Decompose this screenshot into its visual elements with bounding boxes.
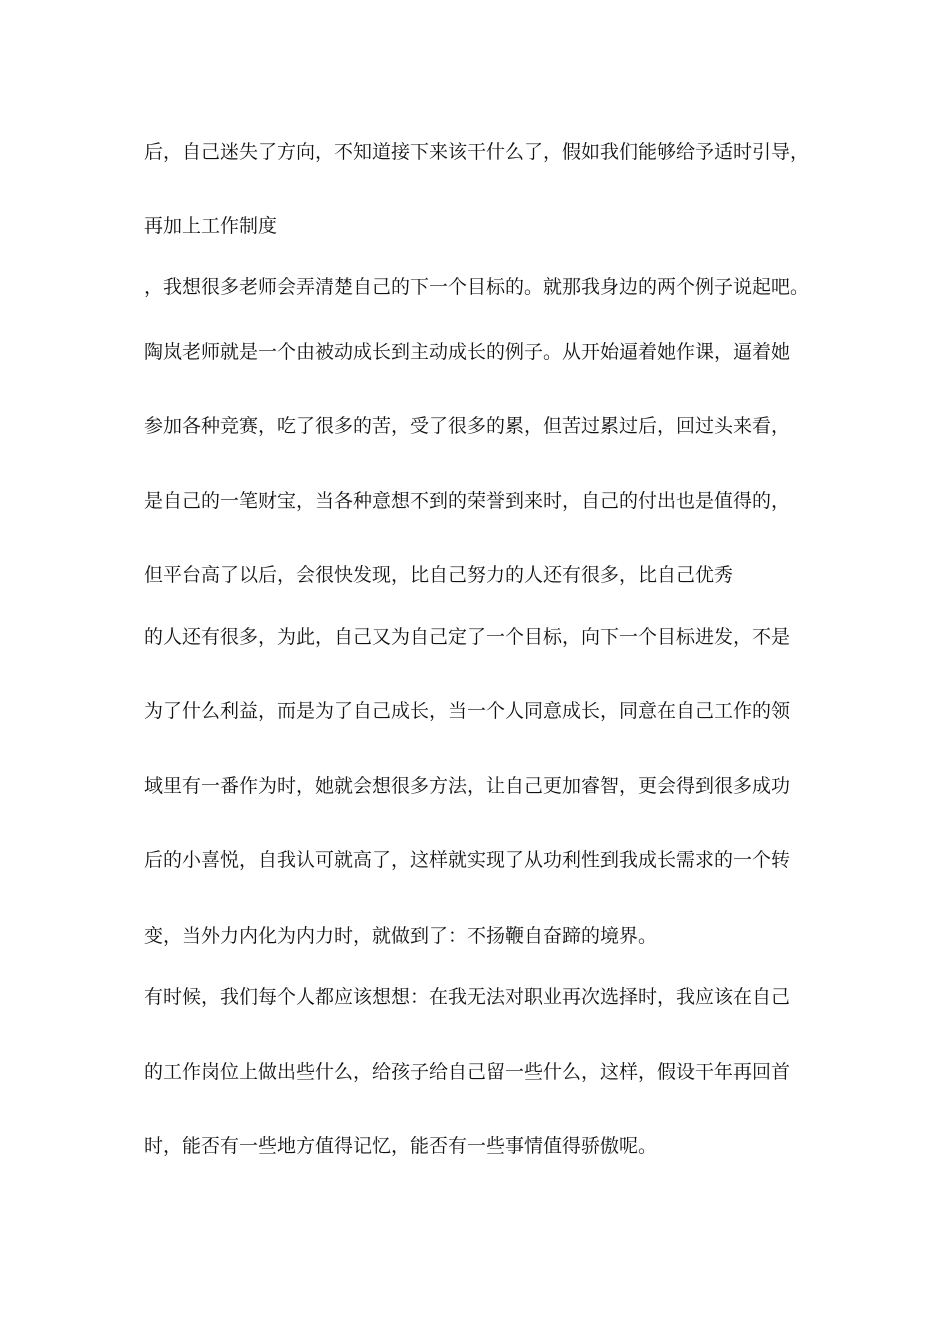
text-line-14: 的工作岗位上做出些什么，给孩子给自己留一些什么，这样，假设干年再回首 [144, 1061, 791, 1083]
text-line-2: 再加上工作制度 [144, 215, 278, 237]
text-line-8: 的人还有很多，为此，自己又为自己定了一个目标，向下一个目标进发，不是 [144, 626, 791, 648]
text-line-10: 域里有一番作为时，她就会想很多方法，让自己更加睿智，更会得到很多成功 [144, 775, 791, 797]
text-line-9: 为了什么利益，而是为了自己成长，当一个人同意成长，同意在自己工作的领 [144, 700, 791, 722]
text-line-4: 陶岚老师就是一个由被动成长到主动成长的例子。从开始逼着她作课，逼着她 [144, 341, 791, 363]
text-line-1: 后，自己迷失了方向，不知道接下来该干什么了，假如我们能够给予适时引导， [144, 141, 810, 163]
text-line-7: 但平台高了以后，会很快发现，比自己努力的人还有很多，比自己优秀 [144, 564, 734, 586]
text-line-11: 后的小喜悦，自我认可就高了，这样就实现了从功利性到我成长需求的一个转 [144, 849, 791, 871]
text-line-3: ，我想很多老师会弄清楚自己的下一个目标的。就那我身边的两个例子说起吧。 [144, 276, 810, 298]
text-line-12: 变，当外力内化为内力时，就做到了：不扬鞭自奋蹄的境界。 [144, 925, 658, 947]
text-line-5: 参加各种竞赛，吃了很多的苦，受了很多的累，但苦过累过后，回过头来看， [144, 415, 791, 437]
text-line-15: 时，能否有一些地方值得记忆，能否有一些事情值得骄傲呢。 [144, 1135, 658, 1157]
text-line-13: 有时候，我们每个人都应该想想：在我无法对职业再次选择时，我应该在自己 [144, 986, 791, 1008]
text-line-6: 是自己的一笔财宝，当各种意想不到的荣誉到来时，自己的付出也是值得的， [144, 490, 791, 512]
